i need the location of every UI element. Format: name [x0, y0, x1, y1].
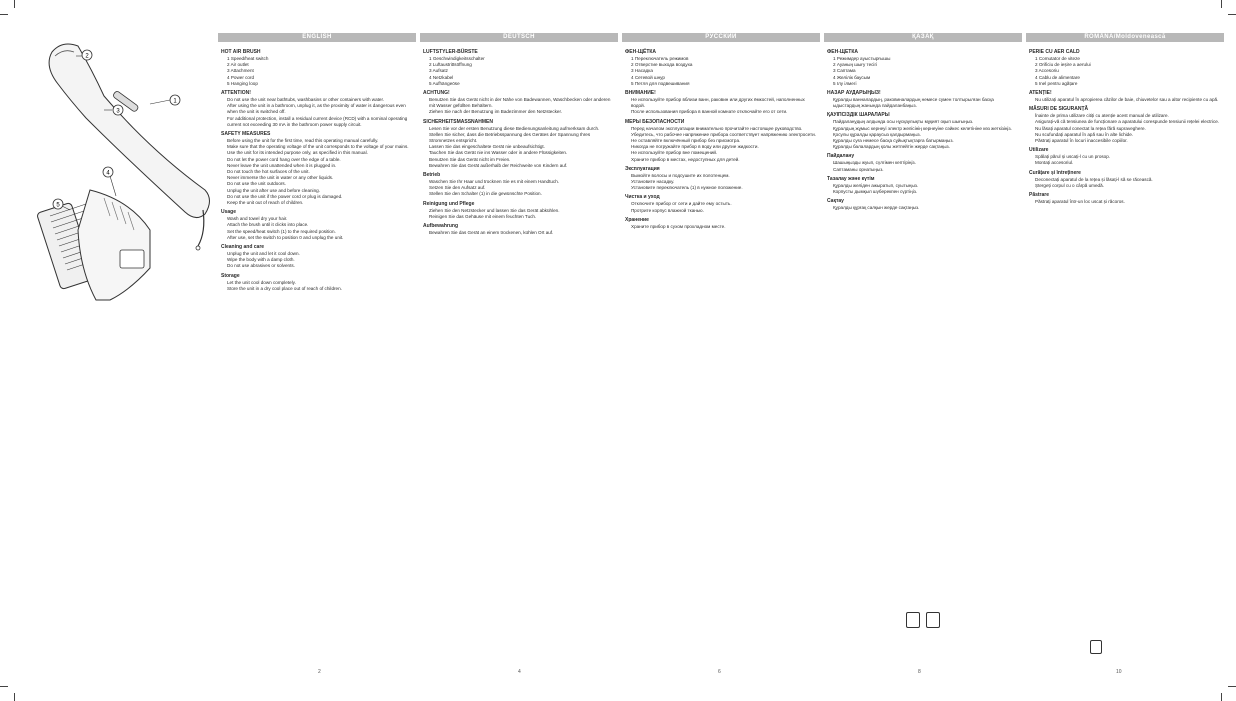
section-line: 1 Режимдер ауыстырғышы [833, 56, 891, 61]
eac-mark-icon [926, 612, 940, 628]
section-line: Құралды құрғақ салқын жерде сақтаңыз. [833, 205, 920, 211]
callout-label: 2 [85, 53, 89, 60]
section-lines [423, 56, 615, 87]
section-line: Wipe the body with a damp cloth. [227, 257, 295, 263]
section-line: 1 Переключатель режимов [631, 56, 689, 61]
page-number: 10 [1116, 669, 1122, 675]
section-title: Păstrare [1029, 192, 1050, 199]
section-line: Montați accesoriul. [1035, 160, 1074, 166]
section-line: Spălați părul și uscați-l cu un prosop. [1035, 154, 1111, 160]
section-line: Păstrați aparatul în locuri inaccesibile copiilor. [1035, 138, 1128, 144]
section-line: Саптаманы орнатыңыз. [833, 166, 884, 172]
section-line: Tauchen Sie das Gerät nie ins Wasser oder in andere Flüssigkeiten. [429, 150, 568, 156]
page-number: 6 [718, 669, 721, 675]
section-line: Do not use the unit outdoors. [227, 181, 286, 187]
section-line: Құралдың жұмыс кернеуі электр желісінің кернеуіне сәйкес келетініне көз жеткізіңіз. [833, 125, 1012, 131]
section-lines [827, 205, 1019, 211]
section-line: Lesen Sie vor der ersten Benutzung diese Bedienungsanleitung aufmerksam durch. [429, 125, 600, 131]
section-line: Nu utilizați aparatul în apropierea căzilor de baie, chiuvetelor sau a altor recipiente cu apă. [1035, 97, 1219, 103]
section-title: ҚАУІПСІЗДІК ШАРАЛАРЫ [827, 112, 890, 119]
callout-label: 1 [173, 98, 177, 105]
section-line: 5 Ілу ілмегі [833, 80, 857, 86]
section-line: Deconectați aparatul de la rețea și lăsați-l să se răcească. [1035, 176, 1153, 182]
section-title: Reinigung und Pflege [423, 200, 475, 207]
section-title: SAFETY MEASURES [221, 131, 271, 138]
section-line: Установите переключатель (1) в нужное положение. [631, 185, 743, 191]
section-lines [827, 97, 1019, 109]
section-line: Құралды балалардың қолы жетпейтін жерде сақтаңыз. [833, 144, 950, 150]
section-line: Unplug the unit and let it cool down. [227, 251, 300, 257]
section-line: Attach the brush until it clicks into place. [227, 222, 309, 228]
recycle-bin-icon [1090, 640, 1102, 654]
section-line: Не используйте прибор вне помещений. [631, 150, 718, 156]
section-title: ВНИМАНИЕ! [625, 90, 656, 97]
section-line: Вымойте волосы и подсушите их полотенцем. [631, 172, 730, 178]
section-line: Use the unit for its intended purpose only, as specified in this manual. [227, 150, 368, 156]
crop-mark [1228, 686, 1236, 687]
section-lines [1029, 154, 1221, 166]
section-line: 2 Отверстие выхода воздуха [631, 62, 693, 68]
section-title: Тазалау және күтім [827, 175, 875, 182]
crop-mark [1221, 0, 1222, 8]
section-title: Betrieb [423, 172, 441, 179]
section-line: 5 Inel pentru agățare [1035, 80, 1078, 86]
section-lines [625, 224, 817, 230]
section-line: Ziehen Sie den Netzstecker und lassen Sie das Gerät abkühlen. [429, 207, 560, 213]
section-line: Шашыңызды жуып, сүлгімен кептіріңіз. [833, 160, 916, 166]
section-line: Установите насадку. [631, 179, 675, 185]
section-line: После использования прибора в ванной комнате отключайте его от сети. [631, 109, 788, 115]
section-line: Do not use abrasives or solvents. [227, 263, 295, 269]
section-line: Store the unit in a dry cool place out of reach of children. [227, 285, 342, 291]
page-number: 4 [518, 669, 521, 675]
section-title: HOT AIR BRUSH [221, 49, 261, 55]
section-line: 3 Attachment [227, 68, 254, 74]
section-line: Bewahren Sie das Gerät an einem trockenen, kühlen Ort auf. [429, 230, 554, 236]
section-line: Make sure that the operating voltage of the unit corresponds to the voltage of your mains. [227, 144, 409, 150]
section-line: Отключите прибор от сети и дайте ему остыть. [631, 201, 732, 207]
text-column-deutsch [423, 46, 615, 678]
section-line: 3 Саптама [833, 68, 856, 74]
section-title: Usage [221, 209, 237, 216]
section-title: ФЕН-ЩЁТКА [625, 49, 657, 55]
section-line: 2 Luftaustrittsöffnung [429, 62, 472, 68]
callout-label: 5 [56, 202, 60, 209]
section-lines [827, 119, 1019, 150]
section-title: PERIE CU AER CALD [1029, 49, 1080, 55]
section-line: Asigurați-vă că tensiunea de funcționare a aparatului corespunde tensiunii rețelei electrice. [1035, 119, 1220, 125]
column-heading-russian: РУССКИЙ [622, 33, 820, 42]
section-line: 4 Power cord [227, 74, 255, 80]
callout-4 [103, 167, 116, 196]
section-title: Сақтау [827, 198, 844, 205]
section-lines [221, 56, 413, 87]
section-lines [221, 97, 413, 128]
section-line: 1 Geschwindigkeitsschalter [429, 56, 485, 61]
section-title: LUFTSTYLER-BÜRSTE [423, 49, 478, 55]
section-line: 3 Aufsatz [429, 68, 448, 74]
product-illustration [0, 0, 218, 701]
section-line: Reinigen Sie das Gehäuse mit einem feuchten Tuch. [429, 213, 537, 219]
section-line: Benutzen Sie das Gerät nicht in der Nähe von Badewannen, Waschbecken oder anderen mit Wasser gefüllten Behältern. [429, 97, 611, 109]
section-lines [625, 97, 817, 116]
text-column-kazakh [827, 46, 1019, 678]
section-title: Эксплуатация [625, 165, 660, 172]
section-lines [423, 230, 615, 236]
page-number: 2 [318, 669, 321, 675]
section-line: Корпусты дымқыл шүберекпен сүртіңіз. [833, 189, 918, 195]
section-line: Do not use the unit near bathtubs, washbasins or other containers with water. [227, 97, 385, 103]
section-line: 5 Aufhängeöse [429, 80, 460, 86]
section-line: Waschen Sie Ihr Haar und trocknen Sie es mit einem Handtuch. [429, 179, 560, 185]
section-lines [1029, 97, 1221, 103]
section-line: For additional protection, install a residual current device (RCD) with a nominal operating current not exceeding 30 mA in the bathroom power supply circuit. [227, 115, 408, 127]
section-line: Құралды желіден ажыратып, суытыңыз. [833, 182, 919, 188]
text-column-russian [625, 46, 817, 678]
section-line: Keep the unit out of reach of children. [227, 200, 304, 206]
section-line: 4 Сетевой шнур [631, 74, 665, 80]
ce-mark-icon [906, 612, 920, 628]
section-line: Do not let the power cord hang over the edge of a table. [227, 156, 341, 162]
section-title: ATENȚIE! [1029, 90, 1052, 97]
text-column-english [221, 46, 413, 678]
section-line: Lassen Sie das eingeschaltete Gerät nie unbeaufsichtigt. [429, 144, 545, 150]
section-line: After using the unit in a bathroom, unplug it, as the proximity of water is dangerous even when the unit is switched off. [227, 103, 406, 115]
section-line: 3 Насадка [631, 68, 653, 74]
section-line: After use, set the switch to position 0 and unplug the unit. [227, 234, 344, 240]
section-line: Убедитесь, что рабочее напряжение прибора соответствует напряжению электросети. [631, 131, 817, 137]
section-line: 2 Orificiu de ieșire a aerului [1035, 62, 1091, 68]
section-line: 2 Air outlet [227, 62, 249, 68]
section-line: 5 Hanging loop [227, 80, 258, 86]
section-line: 4 Желілік баусым [833, 74, 871, 80]
section-lines [1029, 56, 1221, 87]
section-line: 2 Ауаның шығу тесігі [833, 62, 878, 68]
section-lines [827, 56, 1019, 87]
section-lines [423, 97, 615, 116]
section-line: Let the unit cool down completely. [227, 279, 296, 285]
section-line: Ziehen Sie nach der Benutzung im Badezimmer den Netzstecker. [429, 109, 563, 115]
section-line: Nu lăsați aparatul conectat la rețea fără supraveghere. [1035, 125, 1146, 131]
section-lines [625, 173, 817, 192]
section-line: Do not use the unit if the power cord or plug is damaged. [227, 193, 343, 199]
section-line: Протрите корпус влажной тканью. [631, 207, 704, 213]
callout-label: 4 [106, 170, 110, 177]
section-title: Curățare și întreținere [1029, 169, 1081, 176]
section-line: Не используйте прибор вблизи ванн, раковин или других ёмкостей, наполненных водой. [631, 97, 805, 109]
column-heading-english: ENGLISH [218, 33, 416, 42]
section-title: ACHTUNG! [423, 90, 450, 97]
section-title: Cleaning and care [221, 244, 265, 251]
section-lines [1029, 177, 1221, 189]
section-line: Înainte de prima utilizare citiți cu atenție acest manual de utilizare. [1035, 113, 1169, 119]
section-title: Чистка и уход [625, 194, 660, 201]
section-line: Do not touch the hot surfaces of the unit. [227, 169, 310, 175]
section-line: 4 Netzkabel [429, 74, 454, 80]
section-line: Unplug the unit after use and before cleaning. [227, 187, 320, 193]
section-line: Never leave the unit unattended when it is plugged in. [227, 162, 337, 168]
text-column-romanian [1029, 46, 1221, 678]
section-line: Перед началом эксплуатации внимательно прочитайте настоящее руководство. [631, 125, 803, 131]
section-lines [625, 201, 817, 213]
section-lines [827, 183, 1019, 195]
section-lines [423, 179, 615, 198]
section-lines [827, 160, 1019, 172]
crop-mark [1228, 14, 1236, 15]
section-line: Before using the unit for the first time, read this operating manual carefully. [227, 138, 379, 144]
section-line: Set the speed/heat switch (1) to the required position. [227, 228, 336, 234]
callout-label: 3 [116, 108, 120, 115]
section-title: Storage [221, 272, 240, 279]
section-lines [625, 126, 817, 163]
section-title: Aufbewahrung [423, 223, 458, 230]
callout-1 [150, 95, 180, 105]
section-line: Benutzen Sie das Gerät nicht im Freien. [429, 156, 511, 162]
section-line: Құралды суға немесе басқа сұйықтықтарға батырмаңыз. [833, 138, 954, 144]
crop-mark [1221, 693, 1222, 701]
section-title: Хранение [625, 216, 649, 223]
section-line: Stellen Sie sicher, dass die Betriebsspannung des Gerätes der Spannung Ihres Stromnetzes entspricht. [429, 131, 591, 144]
section-line: Nu scufundați aparatul în apă sau în alte lichide. [1035, 131, 1134, 137]
section-line: 1 Comutator de viteze [1035, 56, 1080, 61]
section-line: Păstrați aparatul într-un loc uscat și răcoros. [1035, 199, 1125, 205]
section-line: Храните прибор в местах, недоступных для детей. [631, 156, 740, 162]
section-line: 3 Accesoriu [1035, 68, 1059, 74]
section-title: МЕРЫ БЕЗОПАСНОСТИ [625, 118, 685, 125]
section-title: MĂSURI DE SIGURANȚĂ [1029, 106, 1089, 113]
section-lines [221, 138, 413, 206]
column-heading-deutsch: DEUTSCH [420, 33, 618, 42]
section-lines [221, 216, 413, 241]
section-line: Храните прибор в сухом прохладном месте. [631, 223, 726, 229]
section-title: Пайдалану [827, 153, 855, 160]
section-lines [1029, 113, 1221, 144]
section-line: Никогда не погружайте прибор в воду или другие жидкости. [631, 144, 759, 150]
section-lines [221, 251, 413, 270]
section-lines [1029, 199, 1221, 205]
section-lines [423, 126, 615, 169]
section-title: Utilizare [1029, 147, 1049, 154]
column-heading-romanian: ROMÂNĂ/Moldovenească [1026, 33, 1224, 42]
section-lines [423, 208, 615, 220]
section-title: ATTENTION! [221, 90, 251, 97]
section-line: Құралды ванналардың, раковиналардың немесе сумен толтырылған басқа ыдыстардың жанында пайдаланбаңыз. [833, 97, 994, 109]
section-line: Пайдаланудың алдында осы нұсқаулықты мұқият оқып шығыңыз. [833, 119, 974, 125]
section-line: Bewahren Sie das Gerät außerhalb der Reichweite von Kindern auf. [429, 162, 568, 168]
section-line: Не оставляйте включённый прибор без присмотра. [631, 138, 741, 144]
section-line: Stellen Sie den Schalter (1) in die gewünschte Position. [429, 191, 542, 197]
section-title: ФЕН-ЩЕТКА [827, 49, 859, 55]
section-line: Wash and towel dry your hair. [227, 216, 288, 222]
section-title: SICHERHEITSMASSNAHMEN [423, 118, 494, 125]
section-line: Never immerse the unit in water or any other liquids. [227, 175, 334, 181]
section-lines [625, 56, 817, 87]
section-line: 5 Петля для подвешивания [631, 80, 690, 86]
column-heading-kazakh: ҚАЗАҚ [824, 33, 1022, 42]
section-line: Қосулы құралды қараусыз қалдырмаңыз. [833, 131, 921, 137]
section-line: Setzen Sie den Aufsatz auf. [429, 185, 486, 191]
section-lines [221, 280, 413, 292]
section-title: НАЗАР АУДАРЫҢЫЗ! [827, 90, 881, 97]
page-number: 8 [918, 669, 921, 675]
section-line: 1 Speed/heat switch [227, 56, 269, 61]
section-line: Ștergeți corpul cu o cârpă umedă. [1035, 182, 1104, 188]
section-line: 4 Cablu de alimentare [1035, 74, 1080, 80]
